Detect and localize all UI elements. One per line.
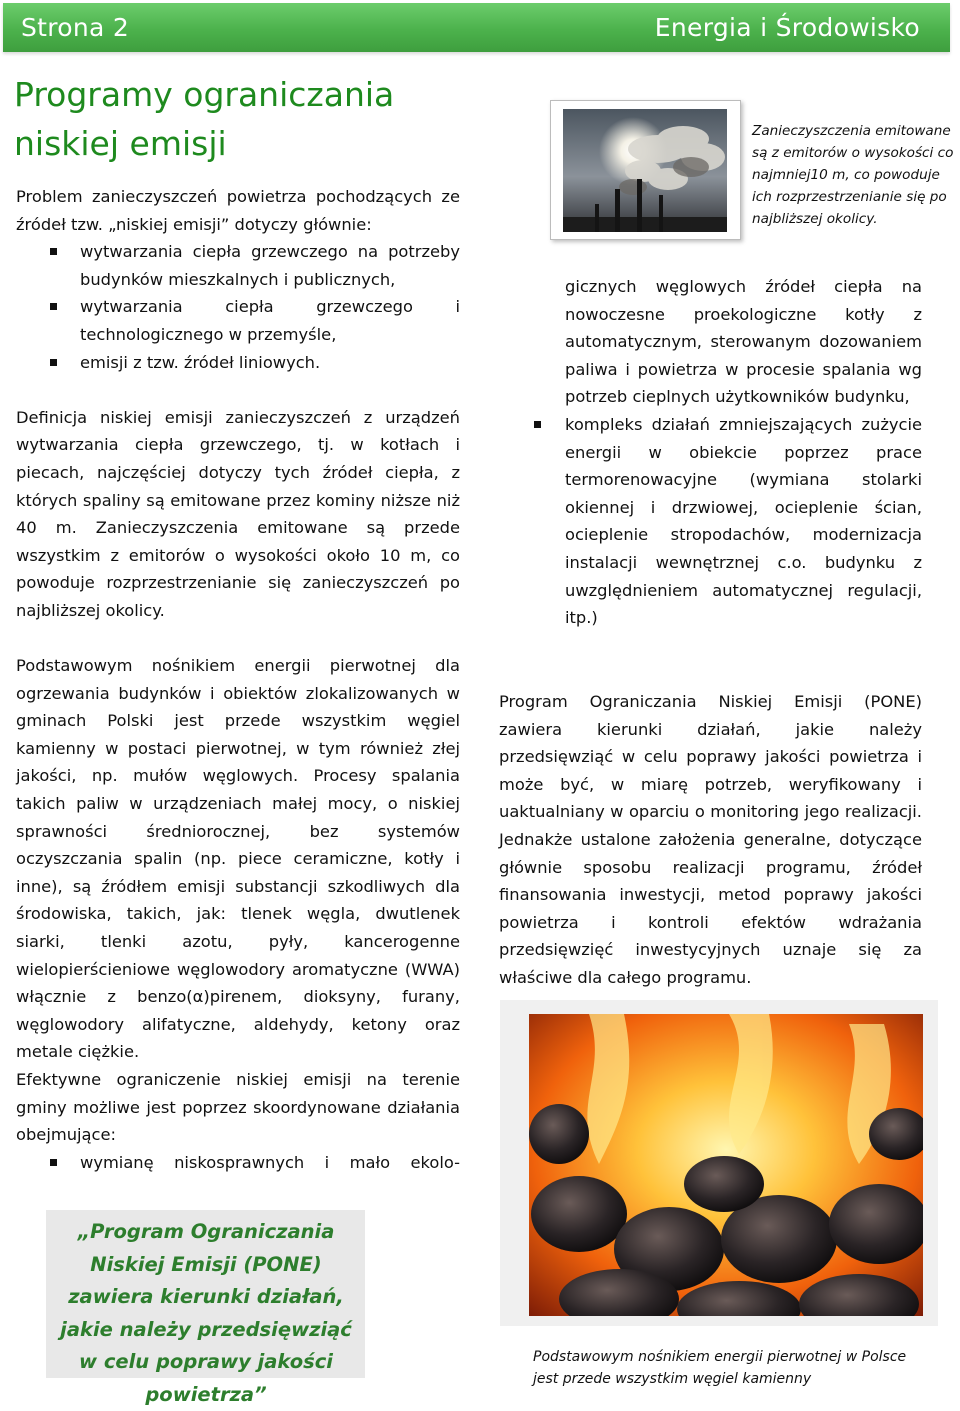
coal-photo-caption: Podstawowym nośnikiem energii pierwotnej w Polsce jest przede wszystkim węgiel kamienny xyxy=(533,1349,907,1387)
definition-paragraph: Definicja niskiej emisji zanieczyszczeń z urządzeń wytwarzania ciepła grzewczego, tj. w kotłach i piecach, najczęściej dotyczy tych źródeł ciepła, z których spaliny są emitowane przez kominy niższe niż 40 m. Zanieczyszczenia emitowane są przede wszystkim z emitorów o wysokości około 10 m, co powoduje rozprzestrzenianie się zanieczyszczeń po najbliższej okolicy. xyxy=(16,407,460,620)
chimney-smoke-photo xyxy=(550,100,741,240)
list-item: wytwarzania ciepła grzewczego i technologicznego w przemyśle, xyxy=(16,293,460,348)
list-item: wymianę niskosprawnych i mało ekolo- xyxy=(16,1149,460,1177)
article-title xyxy=(14,70,454,168)
pull-quote xyxy=(46,1210,365,1406)
pone-paragraph: Program Ograniczania Niskiej Emisji (PONE) zawiera kierunki działań, jakie należy przedsięwziąć w celu poprawy jakości powietrza i może być, w miarę potrzeb, weryfikowany i uaktualniany w oparciu o monitoring jego realizacji. Jednakże ustalone założenia generalne, dotyczące głównie sposobu realizacji programu, źródeł finansowania inwestycji, metod poprawy jakości powietrza i kontroli efektów wdrażania przedsięwzięć inwestycyjnych uznaje się za właściwe dla całego programu. xyxy=(499,692,922,987)
pull-quote-text: „Program Ograniczania Niskiej Emisji (PONE) zawiera kierunki działań, jakie należy przedsięwziąć w celu poprawy jakości powietrza” xyxy=(60,1220,352,1406)
list-item: emisji z tzw. źródeł liniowych. xyxy=(16,349,460,377)
emission-sources-list xyxy=(16,238,460,376)
list-item: kompleks działań zmniejszających zużycie energii w obiekcie poprzez prace termorenowacyjne (wymiana stolarki okiennej i drzwiowej, ocieplenie ścian, ocieplenie stropodachów, modernizacja instalacji wewnętrznej c.o. budynku z uwzględnieniem automatycznej regulacji, itp.) xyxy=(565,411,922,632)
right-column-list xyxy=(565,273,922,632)
actions-list-continued xyxy=(565,411,922,632)
title-line-1: Programy ograniczania xyxy=(14,75,395,114)
actions-list xyxy=(16,1149,460,1177)
burning-coal-icon xyxy=(529,1014,923,1316)
smoke-photo-caption: Zanieczyszczenia emitowane są z emitorów o wysokości co najmniej10 m, co powoduje ich rozprzestrzenianie się po najbliższej okolicy. xyxy=(752,123,954,227)
bullet-continuation: gicznych węglowych źródeł ciepła na nowoczesne proekologiczne kotły z automatycznym, sterowanym dozowaniem paliwa i powietrza w procesie spalania wg potrzeb cieplnych użytkowników budynku, xyxy=(565,277,922,407)
burning-coal-photo xyxy=(529,1014,923,1316)
chimney-smoke-icon xyxy=(563,109,727,232)
title-line-2: niskiej emisji xyxy=(14,124,227,163)
left-column xyxy=(16,183,460,1176)
section-title: Energia i Środowisko xyxy=(654,13,920,42)
intro-paragraph: Problem zanieczyszczeń powietrza pochodzących ze źródeł tzw. „niskiej emisji” dotyczy głównie: xyxy=(16,187,460,234)
list-item: wytwarzania ciepła grzewczego na potrzeby budynków mieszkalnych i publicznych, xyxy=(16,238,460,293)
page-number: Strona 2 xyxy=(21,13,130,42)
coal-paragraph: Podstawowym nośnikiem energii pierwotnej dla ogrzewania budynków i obiektów zlokalizowanych w gminach Polski jest przede wszystkim węgiel kamienny w postaci pierwotnej, w tym również złej jakości, np. mułów węglowych. Procesy spalania takich paliw w urządzeniach małej mocy, o niskiej sprawności średniorocznej, bez systemów oczyszczania spalin (np. piece ceramiczne, kotły i inne), są źródłem emisji substancji szkodliwych dla środowiska, takich, jak: tlenek węgla, dwutlenek siarki, tlenki azotu, pyły, kancerogenne wielopierścieniowe węglowodory aromatyczne (WWA) włącznie z benzo(α)pirenem, dioksyny, furany, węglowodory alifatyczne, aldehydy, ketony oraz metale ciężkie. xyxy=(16,656,460,1062)
page-header xyxy=(3,3,950,52)
effective-paragraph: Efektywne ograniczenie niskiej emisji na terenie gminy możliwe jest poprzez skoordynowane działania obejmujące: xyxy=(16,1070,460,1145)
pone-paragraph-block xyxy=(499,688,922,992)
